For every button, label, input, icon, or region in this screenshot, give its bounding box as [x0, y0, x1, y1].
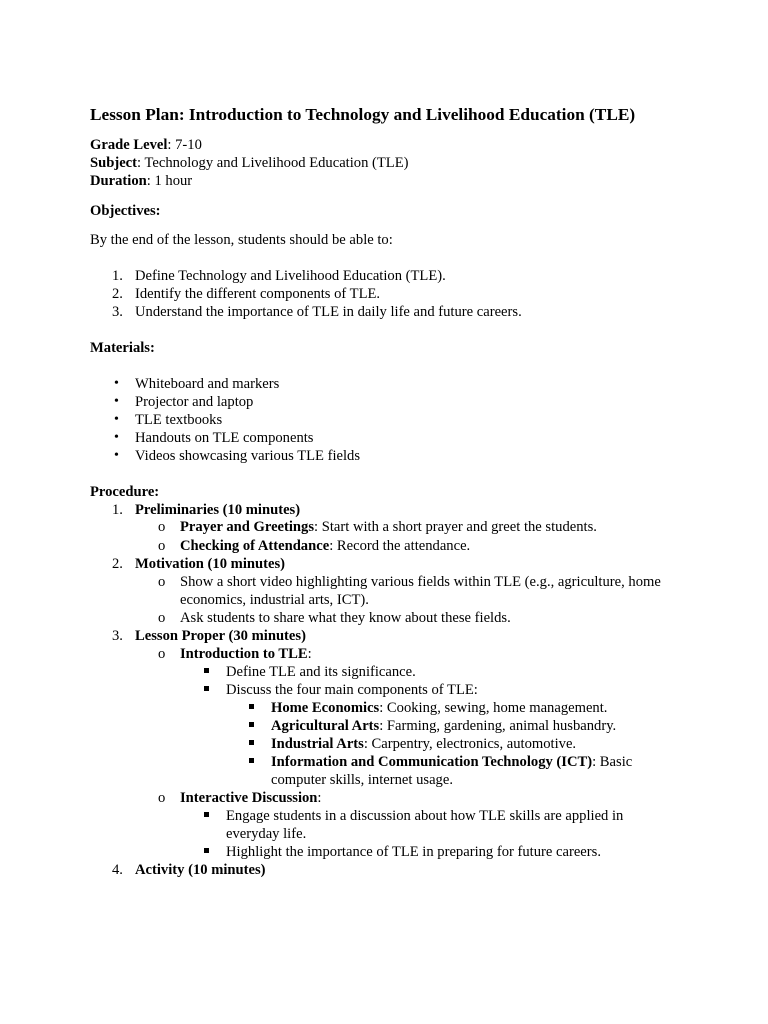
- duration-label: Duration: [90, 173, 147, 189]
- step-title: Lesson Proper (30 minutes): [135, 628, 306, 644]
- square-bullet-icon: [204, 812, 209, 817]
- list-item: Projector and laptop: [135, 394, 254, 410]
- item-bold: Interactive Discussion: [180, 790, 318, 806]
- list-item: Videos showcasing various TLE fields: [135, 448, 361, 464]
- list-number: 3.: [112, 628, 123, 644]
- list-item: Define Technology and Livelihood Education (TLE).: [135, 268, 446, 284]
- list-number: 2.: [112, 556, 123, 572]
- list-item: Discuss the four main components of TLE:: [226, 682, 478, 698]
- grade-level-label: Grade Level: [90, 137, 168, 153]
- objectives-intro: By the end of the lesson, students should be able to:: [90, 232, 393, 248]
- item-bold: Information and Communication Technology (ICT): [271, 754, 593, 770]
- item-text: : Farming, gardening, animal husbandry.: [379, 718, 617, 734]
- step-title: Motivation (10 minutes): [135, 556, 285, 572]
- list-number: 1.: [112, 502, 123, 518]
- list-item: Handouts on TLE components: [135, 430, 314, 446]
- list-item-line: economics, industrial arts, ICT).: [180, 592, 369, 608]
- materials-heading: Materials:: [90, 340, 155, 356]
- sub-bullet-icon: o: [158, 790, 166, 806]
- item-bold: Home Economics: [271, 700, 380, 716]
- square-bullet-icon: [204, 686, 209, 691]
- duration-value: : 1 hour: [146, 173, 193, 189]
- square-bullet-icon: [204, 668, 209, 673]
- bullet-icon: •: [114, 394, 119, 409]
- step-title: Preliminaries (10 minutes): [135, 502, 301, 518]
- list-number: 2.: [112, 286, 123, 302]
- list-item-line: everyday life.: [226, 826, 307, 842]
- square-bullet-icon: [249, 740, 254, 745]
- list-item: Whiteboard and markers: [135, 376, 280, 392]
- sub-bullet-icon: o: [158, 646, 166, 662]
- list-item: [180, 789, 321, 807]
- duration-line: [90, 172, 409, 190]
- list-number: 1.: [112, 268, 123, 284]
- list-item-line: Show a short video highlighting various fields within TLE (e.g., agriculture, home: [180, 574, 661, 590]
- objectives-heading: Objectives:: [90, 203, 161, 219]
- list-item: [180, 537, 470, 555]
- sub-bullet-icon: o: [158, 610, 166, 626]
- grade-level-line: [90, 136, 409, 154]
- list-item: Highlight the importance of TLE in preparing for future careers.: [226, 844, 601, 860]
- item-text: :: [307, 646, 312, 662]
- subject-value: : Technology and Livelihood Education (TLE): [137, 155, 409, 171]
- list-item: Ask students to share what they know about these fields.: [180, 610, 511, 626]
- procedure-heading: Procedure:: [90, 484, 160, 500]
- list-item: [271, 735, 576, 753]
- item-text: :: [317, 790, 322, 806]
- list-item: [180, 518, 597, 536]
- page-title: Lesson Plan: Introduction to Technology and Livelihood Education (TLE): [90, 105, 636, 124]
- item-text: : Carpentry, electronics, automotive.: [363, 736, 577, 752]
- list-item: [271, 717, 616, 735]
- list-number: 4.: [112, 862, 123, 878]
- square-bullet-icon: [249, 758, 254, 763]
- item-text: : Basic: [592, 754, 633, 770]
- list-item: Understand the importance of TLE in daily life and future careers.: [135, 304, 522, 320]
- item-bold: Checking of Attendance: [180, 538, 330, 554]
- bullet-icon: •: [114, 430, 119, 445]
- list-number: 3.: [112, 304, 123, 320]
- list-item: [180, 645, 312, 663]
- sub-bullet-icon: o: [158, 574, 166, 590]
- list-item: Identify the different components of TLE.: [135, 286, 381, 302]
- grade-level-value: : 7-10: [167, 137, 202, 153]
- item-text: : Start with a short prayer and greet the students.: [314, 519, 597, 535]
- sub-bullet-icon: o: [158, 519, 166, 535]
- bullet-icon: •: [114, 412, 119, 427]
- bullet-icon: •: [114, 376, 119, 391]
- list-item-line: computer skills, internet usage.: [271, 772, 453, 788]
- list-item: TLE textbooks: [135, 412, 223, 428]
- item-bold: Introduction to TLE: [180, 646, 308, 662]
- subject-line: [90, 154, 409, 172]
- square-bullet-icon: [204, 848, 209, 853]
- subject-label: Subject: [90, 155, 138, 171]
- item-text: : Cooking, sewing, home management.: [379, 700, 608, 716]
- square-bullet-icon: [249, 704, 254, 709]
- item-text: : Record the attendance.: [329, 538, 471, 554]
- square-bullet-icon: [249, 722, 254, 727]
- list-item: [271, 699, 607, 717]
- item-bold: Industrial Arts: [271, 736, 364, 752]
- list-item: [271, 753, 632, 771]
- step-title: Activity (10 minutes): [135, 862, 266, 878]
- lesson-meta: [90, 136, 409, 190]
- list-item-line: Engage students in a discussion about how TLE skills are applied in: [226, 808, 624, 824]
- sub-bullet-icon: o: [158, 538, 166, 554]
- bullet-icon: •: [114, 448, 119, 463]
- list-item: Define TLE and its significance.: [226, 664, 416, 680]
- item-bold: Agricultural Arts: [271, 718, 380, 734]
- item-bold: Prayer and Greetings: [180, 519, 315, 535]
